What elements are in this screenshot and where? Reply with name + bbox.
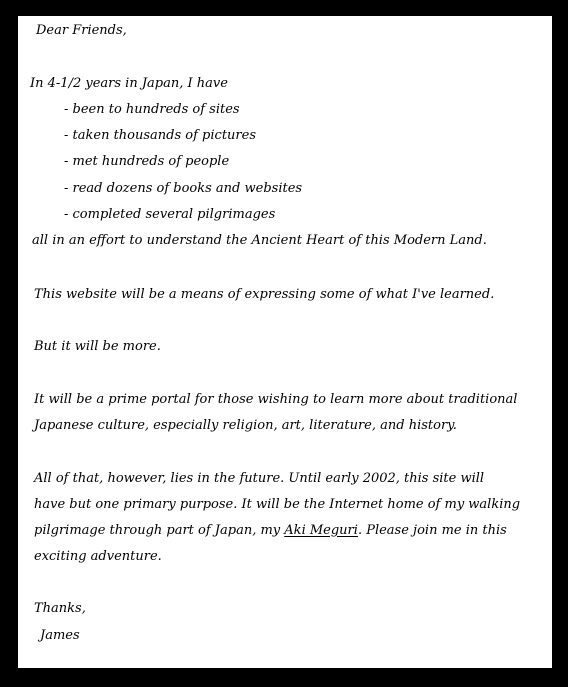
paragraph-5-line-3	[34, 518, 507, 544]
letter-page	[18, 16, 552, 668]
closing: Thanks,	[34, 601, 86, 616]
intro-close-line: all in an effort to understand the Ancient Heart of this Modern Land.	[32, 233, 487, 248]
paragraph-5-line-3-text-end: . Please join me in this	[357, 523, 507, 538]
signature: James	[40, 628, 80, 643]
intro-line: In 4-1/2 years in Japan, I have	[30, 76, 228, 91]
salutation: Dear Friends,	[36, 23, 127, 38]
paragraph-4-line-1: It will be a prime portal for those wishing to learn more about traditional	[34, 392, 518, 407]
paragraph-5-line-3-text: pilgrimage through part of Japan, my	[34, 523, 285, 538]
aki-meguri-link[interactable]: Aki Meguri	[284, 523, 358, 538]
paragraph-5-line-1: All of that, however, lies in the future. Until early 2002, this site will	[34, 471, 485, 486]
list-item: - been to hundreds of sites	[64, 102, 240, 117]
list-item: - read dozens of books and websites	[64, 181, 303, 196]
paragraph-3: But it will be more.	[34, 339, 161, 354]
list-item: - completed several pilgrimages	[64, 207, 276, 222]
paragraph-2: This website will be a means of expressing some of what I've learned.	[34, 287, 495, 302]
paragraph-5-line-2: have but one primary purpose. It will be the Internet home of my walking	[34, 497, 521, 512]
paragraph-4-line-2: Japanese culture, especially religion, art, literature, and history.	[34, 418, 457, 433]
list-item: - met hundreds of people	[64, 154, 230, 169]
list-item: - taken thousands of pictures	[64, 128, 256, 143]
paragraph-5-line-4: exciting adventure.	[34, 549, 162, 564]
